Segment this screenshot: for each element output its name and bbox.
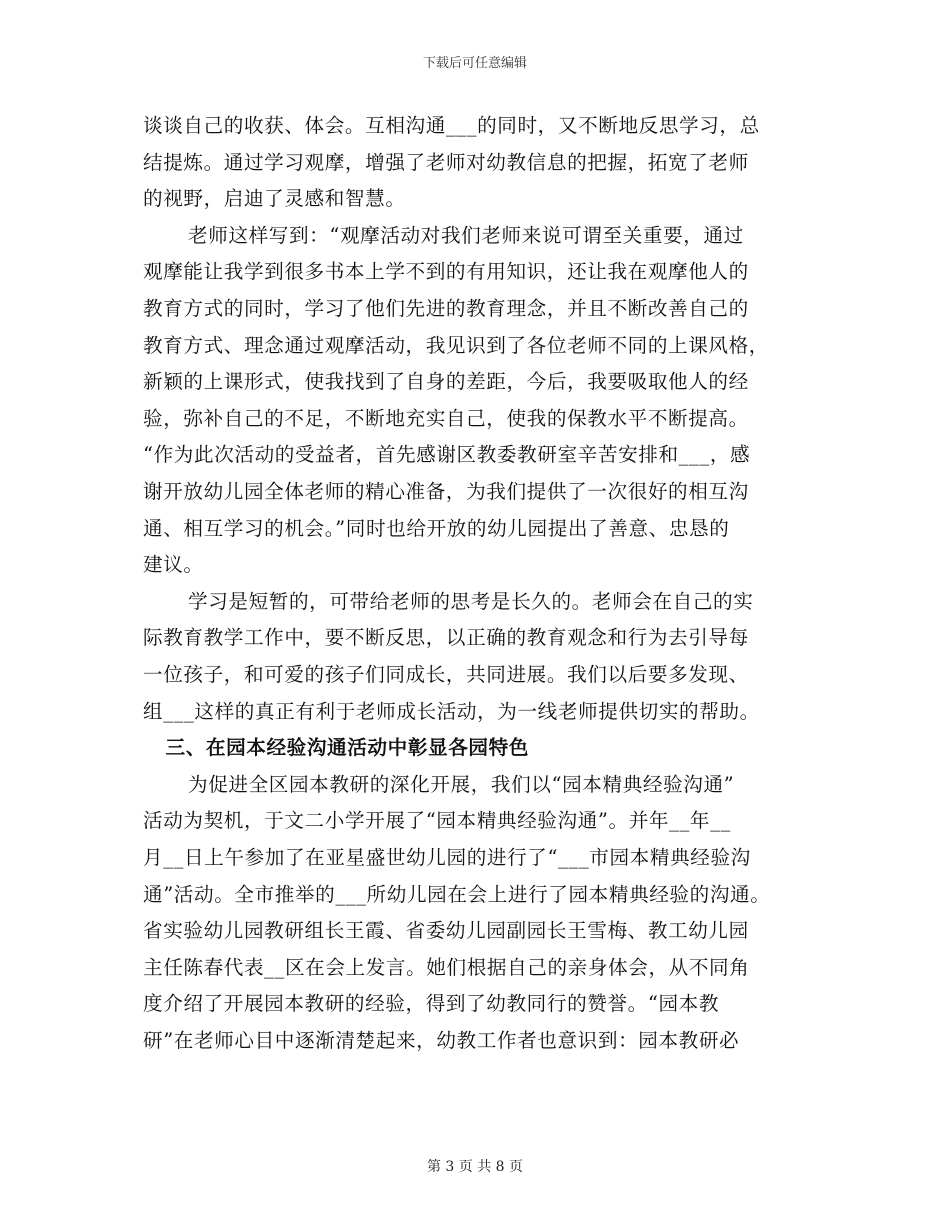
paragraph-line: 教育方式的同时，学习了他们先进的教育理念，并且不断改善自己的 <box>143 297 749 320</box>
paragraph-line: 月__日上午参加了在亚星盛世幼儿园的进行了“___市园本精典经验沟 <box>143 846 751 869</box>
paragraph-line: 老师这样写到：“观摩活动对我们老师来说可谓至关重要，通过 <box>188 223 744 247</box>
paragraph-line: 观摩能让我学到很多书本上学不到的有用知识，还让我在观摩他人的 <box>143 260 749 284</box>
section-heading: 三、在园本经验沟通活动中彰显各园特色 <box>165 736 529 760</box>
paragraph-line: 活动为契机，于文二小学开展了“园本精典经验沟通”。并年__年__ <box>143 809 731 833</box>
paragraph-line: 省实验幼儿园教研组长王霞、省委幼儿园副园长王雪梅、教工幼儿园 <box>143 919 749 943</box>
paragraph-line: 一位孩子，和可爱的孩子们同成长，共同进展。我们以后要多发现、 <box>143 663 749 686</box>
paragraph-line: 主任陈春代表__区在会上发言。她们根据自己的亲身体会，从不同角 <box>143 955 750 979</box>
paragraph-line: 建议。 <box>143 553 204 577</box>
paragraph-line: “作为此次活动的受益者，首先感谢区教委教研室辛苦安排和___，感 <box>143 443 751 467</box>
paragraph-line: 组___这样的真正有利于老师成长活动，为一线老师提供切实的帮助。 <box>143 699 760 723</box>
paragraph-line: 通”活动。全市推举的___所幼儿园在会上进行了园本精典经验的沟通。 <box>143 882 771 906</box>
paragraph-line: 为促进全区园本教研的深化开展，我们以“园本精典经验沟通” <box>188 772 735 796</box>
page-footer: 第 3 页 共 8 页 <box>426 1159 524 1175</box>
paragraph-line: 新颖的上课形式，使我找到了自身的差距，今后，我要吸取他人的经 <box>143 370 749 394</box>
paragraph-line: 通、相互学习的机会。”同时也给开放的幼儿园提出了善意、忠恳的 <box>143 516 730 540</box>
paragraph-line: 教育方式、理念通过观摩活动，我见识到了各位老师不同的上课风格， <box>143 333 770 357</box>
paragraph-line: 验，弥补自己的不足，不断地充实自己，使我的保教水平不断提高。 <box>143 406 749 430</box>
paragraph-line: 结提炼。通过学习观摩，增强了老师对幼教信息的把握，拓宽了老师 <box>143 150 749 174</box>
paragraph-line: 度介绍了开展园本教研的经验，得到了幼教同行的赞誉。“园本教 <box>143 992 720 1016</box>
paragraph-line: 的视野，启迪了灵感和智慧。 <box>143 187 406 211</box>
page-header: 下载后可任意编辑 <box>422 56 527 71</box>
paragraph-line: 际教育教学工作中，要不断反思，以正确的教育观念和行为去引导每 <box>143 626 749 650</box>
paragraph-line: 谈谈自己的收获、体会。互相沟通___的同时，又不断地反思学习，总 <box>143 114 760 137</box>
paragraph-line: 学习是短暂的，可带给老师的思考是长久的。老师会在自己的实 <box>188 589 754 613</box>
paragraph-line: 谢开放幼儿园全体老师的精心准备，为我们提供了一次很好的相互沟 <box>143 480 749 503</box>
paragraph-line: 研”在老师心目中逐渐清楚起来，幼教工作者也意识到：园本教研必 <box>143 1029 740 1052</box>
